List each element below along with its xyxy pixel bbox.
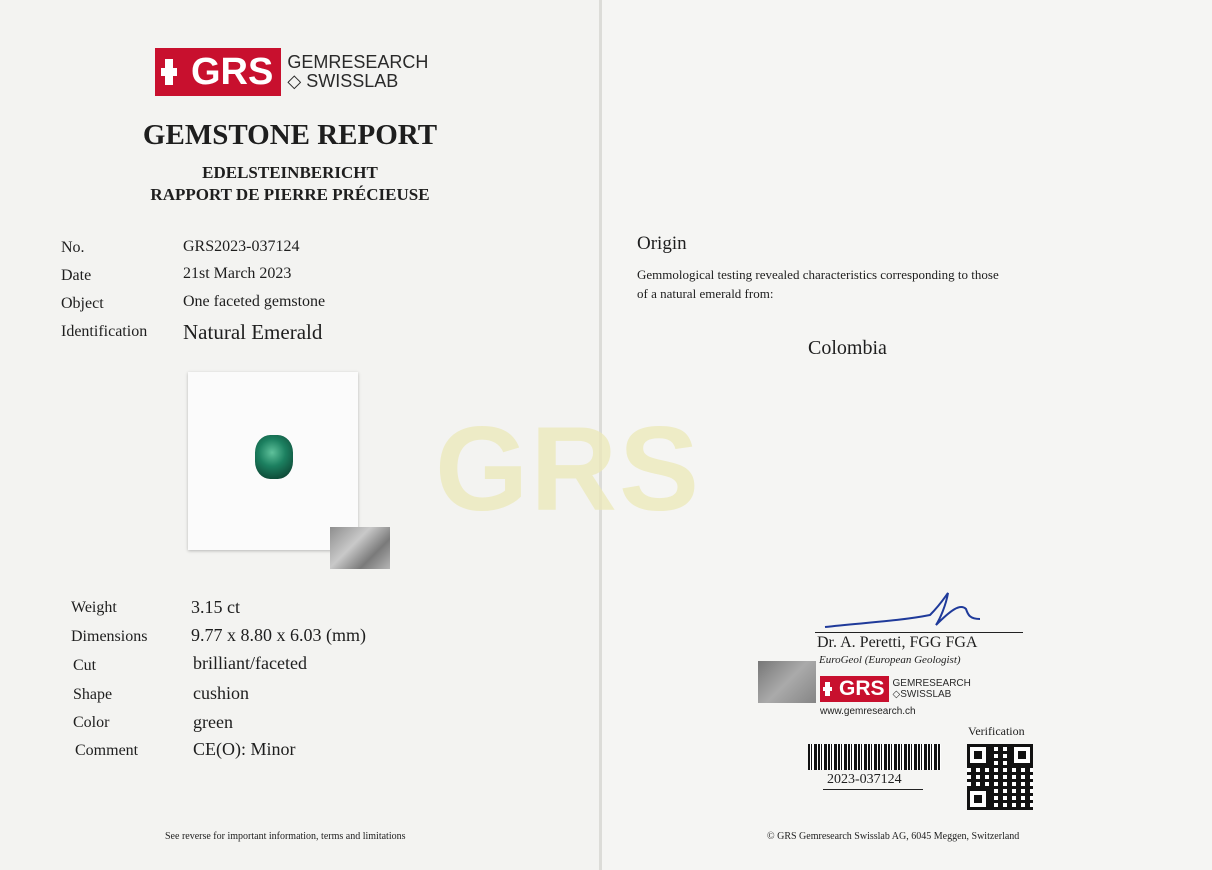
cut-label: Cut bbox=[73, 657, 97, 674]
signature bbox=[820, 585, 1030, 635]
qr-finder bbox=[1011, 744, 1033, 766]
color-label: Color bbox=[73, 714, 110, 731]
shape-label: Shape bbox=[73, 686, 113, 703]
subtitle-fr: RAPPORT DE PIERRE PRÉCIEUSE bbox=[150, 185, 430, 204]
dimensions-label: Dimensions bbox=[71, 628, 148, 645]
barcode-number: 2023-037124 bbox=[827, 772, 902, 787]
origin-text-line1: Gemmological testing revealed characteristics corresponding to those bbox=[637, 267, 999, 282]
swiss-cross-icon-small bbox=[823, 682, 835, 696]
grs-logo-top bbox=[155, 48, 428, 96]
origin-country: Colombia bbox=[808, 337, 887, 359]
qr-finder bbox=[967, 788, 989, 810]
no-label: No. bbox=[61, 239, 85, 256]
emerald-stone bbox=[255, 435, 293, 479]
logo-abbr-small: GRS bbox=[839, 677, 885, 700]
report-date: 21st March 2023 bbox=[183, 265, 292, 282]
grs-logo-bottom bbox=[820, 676, 971, 702]
date-label: Date bbox=[61, 267, 92, 284]
cut-value: brilliant/faceted bbox=[193, 653, 307, 673]
object-value: One faceted gemstone bbox=[183, 293, 326, 310]
diamond-icon: ◇ bbox=[287, 71, 302, 91]
logo-line2-small: SWISSLAB bbox=[900, 689, 952, 700]
verification-label: Verification bbox=[968, 724, 1025, 738]
footer-left-note: See reverse for important information, terms and limitations bbox=[165, 831, 406, 842]
dimensions-value: 9.77 x 8.80 x 6.03 (mm) bbox=[191, 625, 366, 645]
footer-copyright: © GRS Gemresearch Swisslab AG, 6045 Meggen, Switzerland bbox=[767, 831, 1020, 842]
hologram-seal-right bbox=[758, 661, 816, 703]
logo-line1: GEMRESEARCH bbox=[287, 52, 429, 72]
comment-value: CE(O): Minor bbox=[193, 739, 296, 759]
diamond-icon-small: ◇ bbox=[892, 689, 901, 700]
shape-value: cushion bbox=[193, 683, 249, 703]
website-link[interactable]: www.gemresearch.ch bbox=[820, 706, 916, 717]
qr-finder bbox=[967, 744, 989, 766]
comment-label: Comment bbox=[75, 742, 139, 759]
subtitle-de: EDELSTEINBERICHT bbox=[202, 163, 378, 182]
identification-value: Natural Emerald bbox=[183, 320, 323, 344]
hologram-seal bbox=[330, 527, 390, 569]
object-label: Object bbox=[61, 295, 104, 312]
signature-line bbox=[815, 632, 1023, 633]
report-number: GRS2023-037124 bbox=[183, 238, 300, 255]
report-title: GEMSTONE REPORT bbox=[142, 119, 438, 151]
origin-text-line2: of a natural emerald from: bbox=[637, 286, 774, 301]
logo-line1-small: GEMRESEARCH bbox=[892, 678, 971, 689]
logo-line2: SWISSLAB bbox=[306, 71, 399, 91]
barcode-underline bbox=[823, 789, 923, 790]
weight-value: 3.15 ct bbox=[191, 597, 240, 617]
signatory-title: EuroGeol (European Geologist) bbox=[819, 654, 961, 666]
weight-label: Weight bbox=[71, 599, 117, 616]
swiss-cross-icon bbox=[161, 59, 183, 85]
signatory-name: Dr. A. Peretti, FGG FGA bbox=[817, 634, 978, 651]
color-value: green bbox=[193, 712, 233, 732]
verification-qr-code[interactable] bbox=[967, 744, 1033, 810]
barcode bbox=[808, 744, 941, 770]
grs-watermark: GRS bbox=[435, 402, 702, 536]
gemstone-photo bbox=[188, 372, 358, 550]
identification-label: Identification bbox=[61, 323, 148, 340]
origin-heading: Origin bbox=[637, 233, 687, 254]
logo-abbr: GRS bbox=[191, 50, 274, 93]
